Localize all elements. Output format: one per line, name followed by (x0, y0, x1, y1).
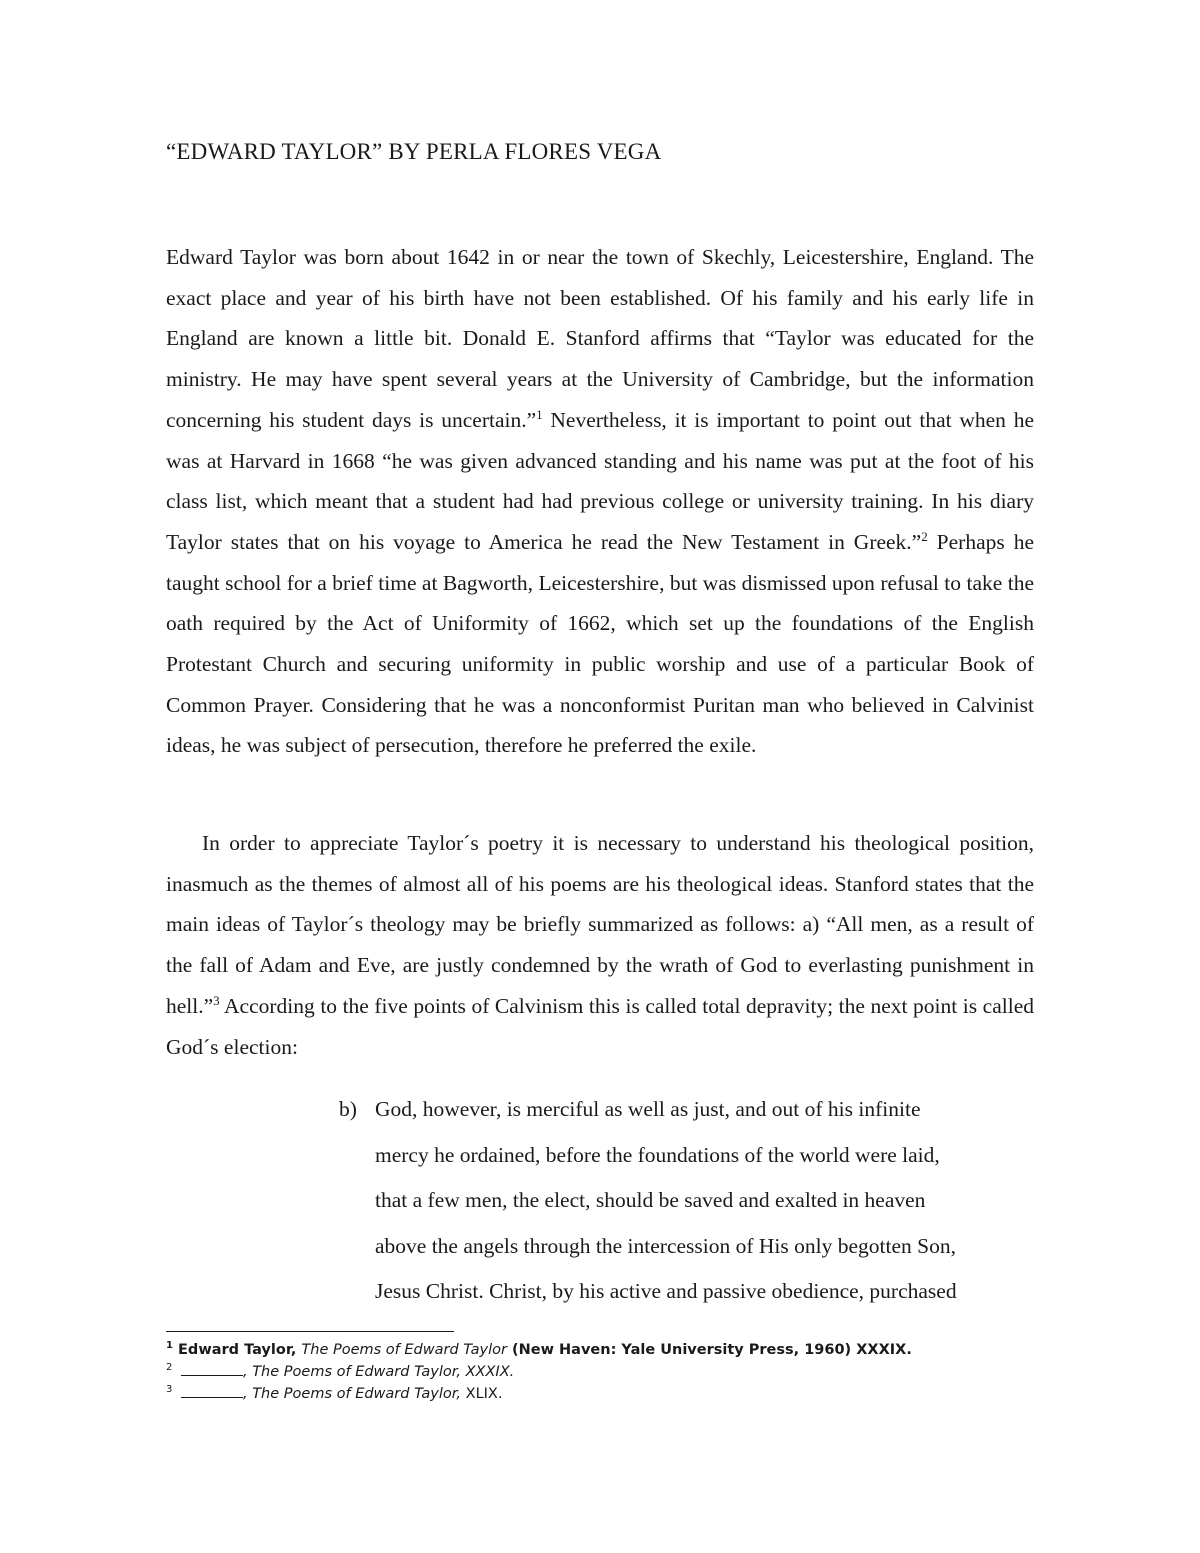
list-item-line: above the angels through the intercession of His only begotten Son, (375, 1233, 956, 1258)
paragraph-text: Perhaps he taught school for a brief time at Bagworth, Leicestershire, but was dismissed upon refusal to take the oath required by the Act of Uniformity of 1662, which set up the foundations of the English Protestant Church and securing uniformity in public worship and use of a particular Book of Common Prayer. Considering that he was a nonconformist Puritan man who believed in Calvinist ideas, he was subject of persecution, therefore he preferred the exile. (166, 529, 1034, 758)
list-item-line: mercy he ordained, before the foundations of the world were laid, (375, 1142, 940, 1167)
ibid-blank-line (181, 1363, 243, 1376)
footnote-work-title: The Poems of Edward Taylor, (252, 1386, 462, 1402)
footnote-1 (166, 1339, 1026, 1361)
footnote-separator-comma: , (242, 1386, 253, 1402)
footnote-separator (166, 1331, 454, 1332)
footnote-author: Edward Taylor, (178, 1342, 302, 1358)
ibid-blank-line (181, 1385, 243, 1398)
footnote-reference[interactable]: 1 (536, 406, 543, 422)
paragraph-text: In order to appreciate Taylor´s poetry it is necessary to understand his theological position, inasmuch as the themes of almost all of his poems are his theological ideas. Stanford states that the main ideas of Taylor´s theology may be briefly summarized as follows: a) “All men, as a result of the fall of Adam and Eve, are justly condemned by the wrath of God to everlasting punishment in hell.” (166, 831, 1034, 1018)
body-paragraph-1 (166, 237, 1034, 766)
footnote-number: 2 (166, 1362, 173, 1374)
footnote-reference[interactable]: 3 (213, 992, 220, 1008)
footnote-3 (166, 1383, 1026, 1405)
body-paragraph-2 (166, 823, 1034, 1067)
footnote-reference[interactable]: 2 (921, 528, 928, 544)
footnote-number: 3 (166, 1384, 173, 1396)
footnote-separator-comma: , (242, 1364, 253, 1380)
footnotes (166, 1339, 1026, 1405)
paragraph-text: Nevertheless, it is important to point out that when he was at Harvard in 1668 “he was given advanced standing and his name was put at the foot of his class list, which meant that a student had had previous college or university training. In his diary Taylor states that on his voyage to America he read the New Testament in Greek.” (166, 407, 1034, 554)
paragraph-text: According to the five points of Calvinism this is called total depravity; the next point is called God´s election: (166, 993, 1034, 1059)
list-item-line: that a few men, the elect, should be saved and exalted in heaven (375, 1188, 926, 1213)
footnote-publication: (New Haven: Yale University Press, 1960) XXXIX. (506, 1342, 912, 1358)
list-item-b (339, 1087, 1024, 1315)
list-item-line: Jesus Christ. Christ, by his active and passive obedience, purchased (375, 1279, 957, 1304)
footnote-number: 1 (166, 1340, 173, 1352)
footnote-page: XLIX. (461, 1386, 503, 1402)
paragraph-text: Edward Taylor was born about 1642 in or near the town of Skechly, Leicestershire, England. The exact place and year of his birth have not been established. Of his family and his early life in England are known a little bit. Donald E. Stanford affirms that “Taylor was educated for the ministry. He may have spent several years at the University of Cambridge, but the information concerning his student days is uncertain.” (166, 245, 1034, 432)
footnote-2 (166, 1361, 1026, 1383)
list-item-line: God, however, is merciful as well as just, and out of his infinite (375, 1097, 921, 1121)
document-title: “EDWARD TAYLOR” BY PERLA FLORES VEGA (166, 139, 662, 164)
footnote-work-title: The Poems of Edward Taylor, XXXIX. (252, 1364, 515, 1380)
list-marker: b) (339, 1097, 357, 1121)
footnote-work-title: The Poems of Edward Taylor (301, 1342, 507, 1358)
